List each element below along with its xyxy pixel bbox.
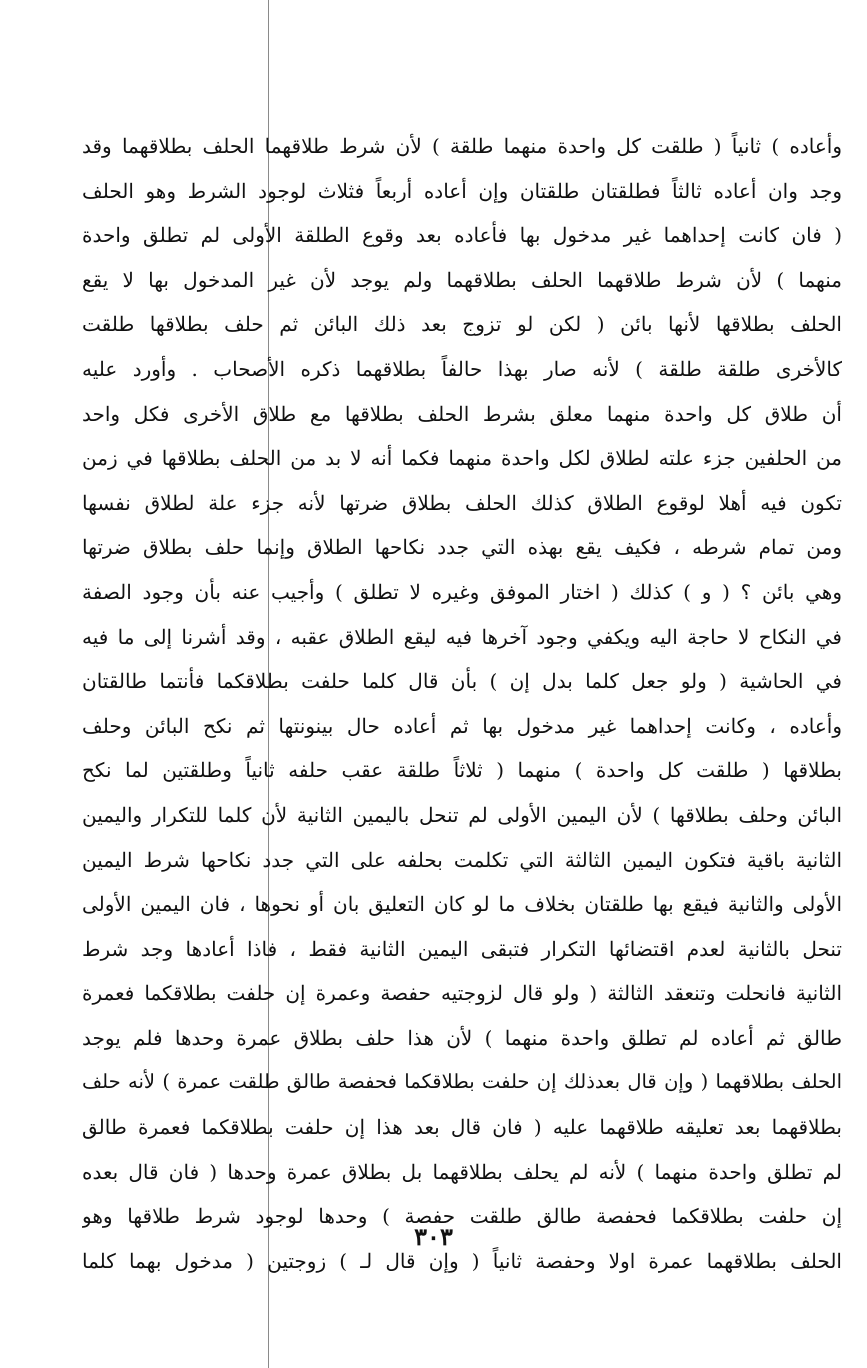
body-text xyxy=(82,124,842,1283)
text-line: ومن تمام شرطه ، فكيف يقع بهذه التي جدد نكاحها الطلاق وإنما حلف بطلاق ضرتها xyxy=(82,535,842,560)
text-line: منهما ) لأن شرط طلاقهما الحلف بطلاقهما ولم يوجد لأن غير المدخول بها لا يقع xyxy=(82,267,842,292)
text-line: الحلف بطلاقهما ( وإن قال بعدذلك إن حلفت بطلاقكما فحفصة طالق طلقت عمرة ) لأنه حلف xyxy=(82,1070,842,1094)
text-line: لم تطلق واحدة منهما ) لأنه لم يحلف بطلاقهما بل بطلاق عمرة وحدها ( فان قال بعده xyxy=(82,1159,842,1184)
text-line: من الحلفين جزء علته لطلاق لكل واحدة منهما فكما أنه لا بد من الحلف بطلاقها في زمن xyxy=(82,446,842,471)
text-line: الثانية فانحلت وتنعقد الثالثة ( ولو قال لزوجتيه حفصة وعمرة إن حلفت بطلاقكما فعمرة xyxy=(82,981,842,1006)
text-line: تنحل بالثانية لعدم اقتضائها التكرار فتبقى اليمين الثانية فقط ، فاذا أعادها وجد شرط xyxy=(82,936,842,961)
text-line: كالأخرى طلقة طلقة ) لأنه صار بهذا حالفاً بطلاقهما ذكره الأصحاب . وأورد عليه xyxy=(82,356,842,381)
text-line: طالق ثم أعاده لم تطلق واحدة منهما ) لأن هذا حلف بطلاق عمرة وحدها فلم يوجد xyxy=(82,1025,842,1050)
text-line: وجد وان أعاده ثالثاً فطلقتان طلقتان وإن أعاده أربعاً فثلاث لوجود الشرط وهو الحلف xyxy=(82,178,842,203)
text-line: إن حلفت بطلاقكما فحفصة طالق طلقت حفصة ) وحدها لوجود شرط طلاقها وهو xyxy=(82,1204,842,1229)
page-number: ٣٠٣ xyxy=(414,1222,453,1251)
text-line: ( فان كانت إحداهما غير مدخول بها فأعاده بعد وقوع الطلقة الأولى لم تطلق واحدة xyxy=(82,223,842,248)
text-line: في الحاشية ( ولو جعل كلما بدل إن ) بأن قال كلما حلفت بطلاقكما فأنتما طالقتان xyxy=(82,669,842,694)
text-line: أن طلاق كل واحدة منهما معلق بشرط الحلف بطلاقها مع طلاق الأخرى فكل واحد xyxy=(82,401,842,426)
text-line: الأولى والثانية فيقع بها طلقتان بخلاف ما لو كان التعليق بان أو نحوها ، فان اليمين الأولى xyxy=(82,892,842,917)
text-line: الحلف بطلاقها لأنها بائن ( لكن لو تزوج بعد ذلك البائن ثم حلف بطلاقها طلقت xyxy=(82,312,842,337)
text-line: بطلاقها ( طلقت كل واحدة ) منهما ( ثلاثاً طلقة عقب حلفه ثانياً وطلقتين لما نكح xyxy=(82,758,842,783)
text-line: البائن وحلف بطلاقها ) لأن اليمين الأولى لم تنحل باليمين الثانية لأن كلما للتكرار واليمين xyxy=(82,802,842,827)
text-line: وأعاده ) ثانياً ( طلقت كل واحدة منهما طلقة ) لأن شرط طلاقهما الحلف بطلاقهما وقد xyxy=(82,134,842,158)
text-line: بطلاقهما بعد تعليقه طلاقهما عليه ( فان قال بعد هذا إن حلفت بطلاقكما فعمرة طالق xyxy=(82,1115,842,1140)
text-line: الثانية باقية فتكون اليمين الثالثة التي تكلمت بحلفه على التي جدد نكاحها شرط اليمين xyxy=(82,847,842,872)
text-line: وأعاده ، وكانت إحداهما غير مدخول بها ثم أعاده حال بينونتها ثم نكح البائن وحلف xyxy=(82,713,842,738)
text-line: الحلف بطلاقهما عمرة اولا وحفصة ثانياً ( وإن قال لـ ) زوجتين ( مدخول بهما كلما xyxy=(82,1248,842,1273)
text-line: وهي بائن ؟ ( و ) كذلك ( اختار الموفق وغيره لا تطلق ) وأجيب عنه بأن وجود الصفة xyxy=(82,579,842,604)
text-line: في النكاح لا حاجة اليه ويكفي وجود آخرها فيه ليقع الطلاق عقبه ، وقد أشرنا إلى ما فيه xyxy=(82,624,842,649)
text-line: تكون فيه أهلا لوقوع الطلاق كذلك الحلف بطلاق ضرتها لأنه جزء علة لطلاق نفسها xyxy=(82,490,842,515)
